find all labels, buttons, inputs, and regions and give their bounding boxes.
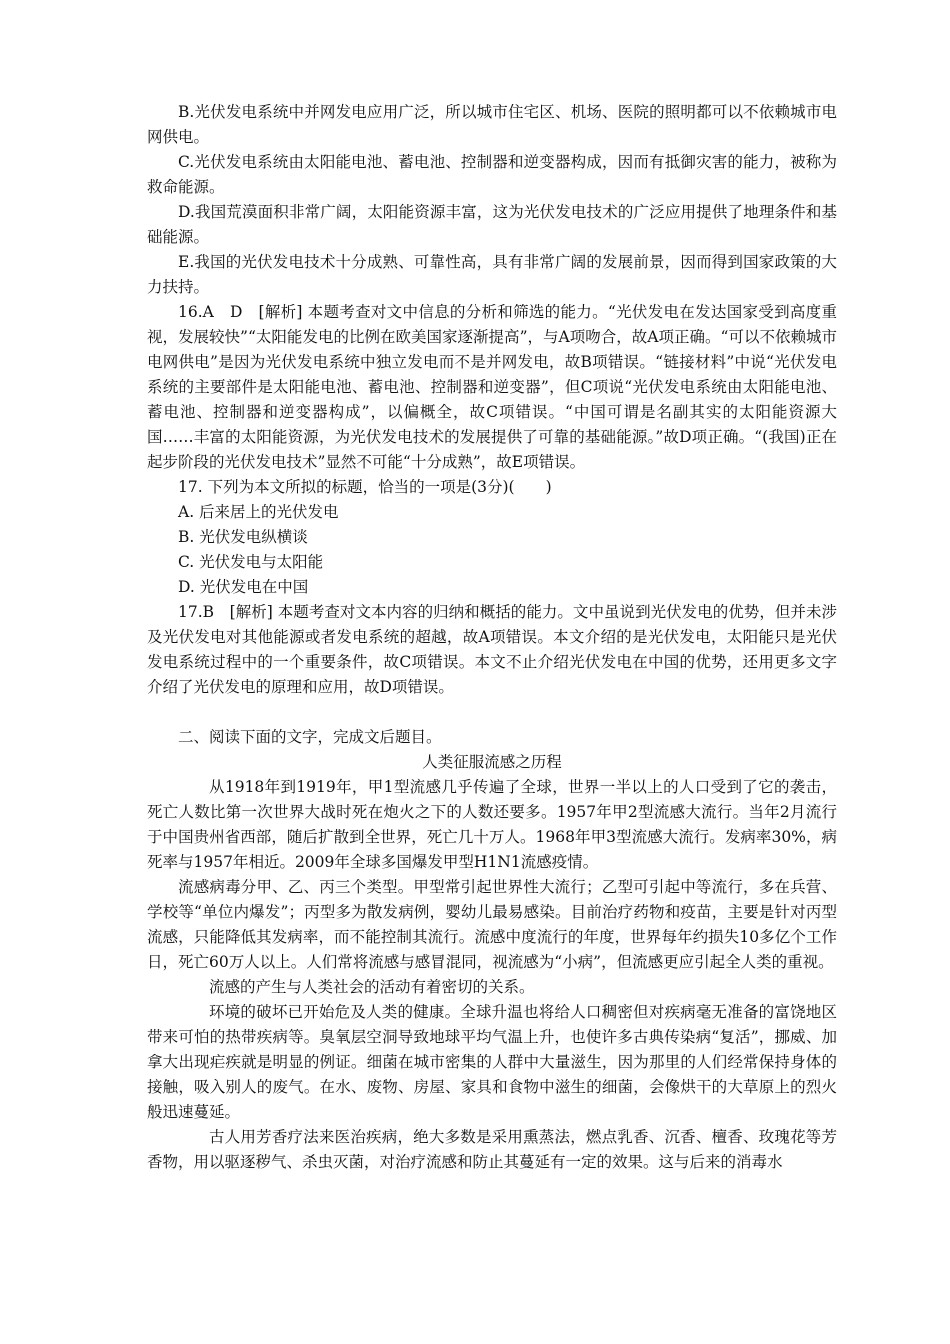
q17-option-d: D. 光伏发电在中国 bbox=[178, 578, 309, 596]
q17-option-b: B. 光伏发电纵横谈 bbox=[178, 528, 308, 546]
q17-stem: 17. 下列为本文所拟的标题，恰当的一项是(3分)( ) bbox=[178, 478, 552, 496]
article-paragraph-5: 古人用芳香疗法来医治疾病，绝大多数是采用熏蒸法，燃点乳香、沉香、檀香、玫瑰花等芳香物，用以驱逐秽气、杀虫灭菌，对治疗流感和防止其蔓延有一定的效果。这与后来的消毒水 bbox=[147, 1128, 837, 1171]
q16-option-e: E.我国的光伏发电技术十分成熟、可靠性高，具有非常广阔的发展前景，因而得到国家政策的大力扶持。 bbox=[147, 253, 837, 296]
article-paragraph-1: 从1918年到1919年，甲1型流感几乎传遍了全球，世界一半以上的人口受到了它的袭击，死亡人数比第一次世界大战时死在炮火之下的人数还要多。1957年甲2型流感大流行。当年2月流行于中国贵州省西部，随后扩散到全世界，死亡几十万人。1968年甲3型流感大流行。发病率30%，病死率与1957年相近。2009年全球多国爆发甲型H1N1流感疫情。 bbox=[147, 778, 837, 871]
q16-option-b: B.光伏发电系统中并网发电应用广泛，所以城市住宅区、机场、医院的照明都可以不依赖城市电网供电。 bbox=[147, 103, 837, 146]
document-page bbox=[147, 100, 837, 1175]
q16-option-c: C.光伏发电系统由太阳能电池、蓄电池、控制器和逆变器构成，因而有抵御灾害的能力，被称为救命能源。 bbox=[147, 153, 837, 196]
q17-answer-analysis: 17.B [解析] 本题考查对文本内容的归纳和概括的能力。文中虽说到光伏发电的优势，但并未涉及光伏发电对其他能源或者发电系统的超越，故A项错误。本文介绍的是光伏发电，太阳能只是光伏发电系统过程中的一个重要条件，故C项错误。本文不止介绍光伏发电在中国的优势，还用更多文字介绍了光伏发电的原理和应用，故D项错误。 bbox=[147, 603, 837, 696]
article-paragraph-4: 环境的破坏已开始危及人类的健康。全球升温也将给人口稠密但对疾病毫无准备的富饶地区带来可怕的热带疾病等。臭氧层空洞导致地球平均气温上升，也使许多古典传染病“复活”，挪威、加拿大出现疟疾就是明显的例证。细菌在城市密集的人群中大量滋生，因为那里的人们经常保持身体的接触，吸入别人的废气。在水、废物、房屋、家具和食物中滋生的细菌，会像烘干的大草原上的烈火般迅速蔓延。 bbox=[147, 1003, 837, 1121]
q16-option-d: D.我国荒漠面积非常广阔，太阳能资源丰富，这为光伏发电技术的广泛应用提供了地理条件和基础能源。 bbox=[147, 203, 837, 246]
section-gap bbox=[147, 700, 837, 725]
article-paragraph-2: 流感病毒分甲、乙、丙三个类型。甲型常引起世界性大流行；乙型可引起中等流行，多在兵营、学校等“单位内爆发”；丙型多为散发病例，婴幼儿最易感染。目前治疗药物和疫苗，主要是针对丙型流感，只能降低其发病率，而不能控制其流行。流感中度流行的年度，世界每年约损失10多亿个工作日，死亡60万人以上。人们常将流感与感冒混同，视流感为“小病”，但流感更应引起全人类的重视。 bbox=[147, 878, 837, 971]
q17-option-c: C. 光伏发电与太阳能 bbox=[178, 553, 324, 571]
article-paragraph-3: 流感的产生与人类社会的活动有着密切的关系。 bbox=[209, 978, 535, 996]
article-title: 人类征服流感之历程 bbox=[422, 753, 562, 771]
q16-answer-analysis: 16.A D [解析] 本题考查对文中信息的分析和筛选的能力。“光伏发电在发达国家受到高度重视，发展较快”“太阳能发电的比例在欧美国家逐渐提高”，与A项吻合，故A项正确。“可以不依赖城市电网供电”是因为光伏发电系统中独立发电而不是并网发电，故B项错误。“链接材料”中说“光伏发电系统的主要部件是太阳能电池、蓄电池、控制器和逆变器”，但C项说“光伏发电系统由太阳能电池、蓄电池、控制器和逆变器构成”，以偏概全，故C项错误。“中国可谓是名副其实的太阳能资源大国……丰富的太阳能资源，为光伏发电技术的发展提供了可靠的基础能源。”故D项正确。“(我国)正在起步阶段的光伏发电技术”显然不可能“十分成熟”，故E项错误。 bbox=[147, 303, 837, 471]
section2-heading: 二、阅读下面的文字，完成文后题目。 bbox=[178, 728, 442, 746]
q17-option-a: A. 后来居上的光伏发电 bbox=[178, 503, 339, 521]
